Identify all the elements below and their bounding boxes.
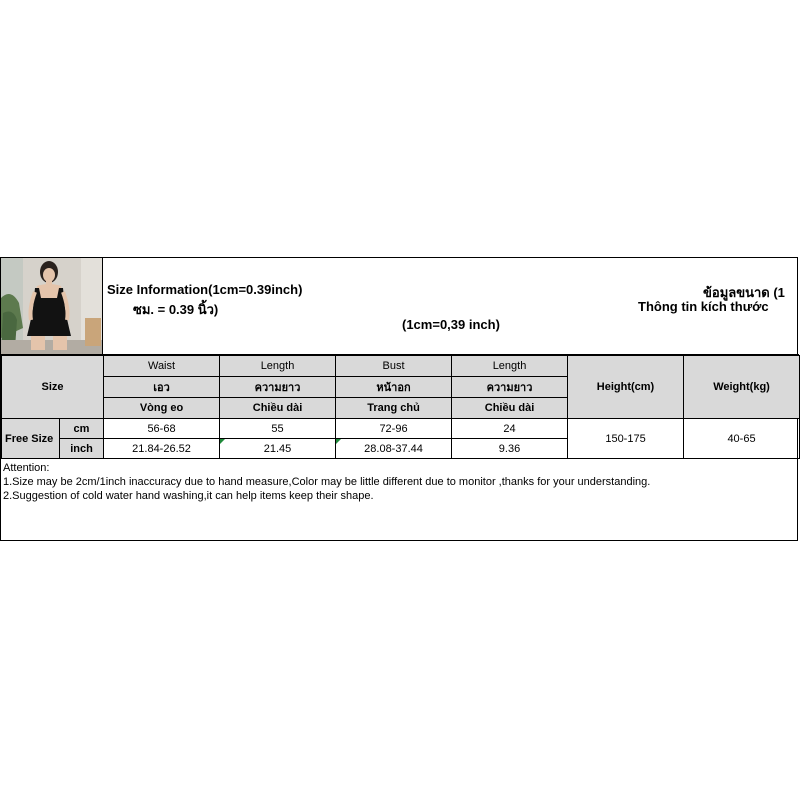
height-value: 150-175	[568, 419, 684, 459]
attention-notes	[3, 461, 650, 503]
col-length2-en: Length	[452, 356, 568, 377]
size-chart	[0, 257, 798, 541]
attention-line-2: 2.Suggestion of cold water hand washing,it can help items keep their shape.	[3, 490, 374, 502]
col-bust-en: Bust	[336, 356, 452, 377]
title-vietnamese: Thông tin kích thước	[638, 299, 769, 314]
title-thai-right: ข้อมูลขนาด (1	[703, 285, 785, 300]
inch-bust: 28.08-37.44	[336, 439, 452, 459]
unit-inch: inch	[60, 439, 104, 459]
free-size-label: Free Size	[2, 419, 60, 459]
col-length2-th: ความยาว	[452, 377, 568, 398]
col-waist-th: เอว	[104, 377, 220, 398]
weight-value: 40-65	[684, 419, 800, 459]
cm-bust: 72-96	[336, 419, 452, 439]
cm-length: 55	[220, 419, 336, 439]
size-label: Size	[2, 356, 104, 419]
cm-length2: 24	[452, 419, 568, 439]
col-length-vn: Chiều dài	[220, 398, 336, 419]
attention-line-1: 1.Size may be 2cm/1inch inaccuracy due to hand measure,Color may be little different due to monitor ,thanks for your understanding.	[3, 476, 651, 488]
size-chart-header	[1, 258, 799, 355]
col-bust-vn: Trang chủ	[336, 398, 452, 419]
col-length-en: Length	[220, 356, 336, 377]
title-thai: ซม. = 0.39 นิ้ว)	[133, 302, 219, 317]
product-photo	[1, 258, 103, 354]
title-english: Size Information(1cm=0.39inch)	[107, 282, 303, 297]
col-waist-vn: Vòng eo	[104, 398, 220, 419]
inch-length2: 9.36	[452, 439, 568, 459]
unit-cm: cm	[60, 419, 104, 439]
col-height: Height(cm)	[568, 356, 684, 419]
col-weight: Weight(kg)	[684, 356, 800, 419]
size-table	[1, 355, 800, 459]
title-unit: (1cm=0,39 inch)	[402, 317, 500, 332]
inch-length: 21.45	[220, 439, 336, 459]
col-length2-vn: Chiều dài	[452, 398, 568, 419]
cm-waist: 56-68	[104, 419, 220, 439]
attention-title: Attention:	[3, 462, 50, 474]
col-bust-th: หน้าอก	[336, 377, 452, 398]
col-waist-en: Waist	[104, 356, 220, 377]
inch-waist: 21.84-26.52	[104, 439, 220, 459]
col-length-th: ความยาว	[220, 377, 336, 398]
